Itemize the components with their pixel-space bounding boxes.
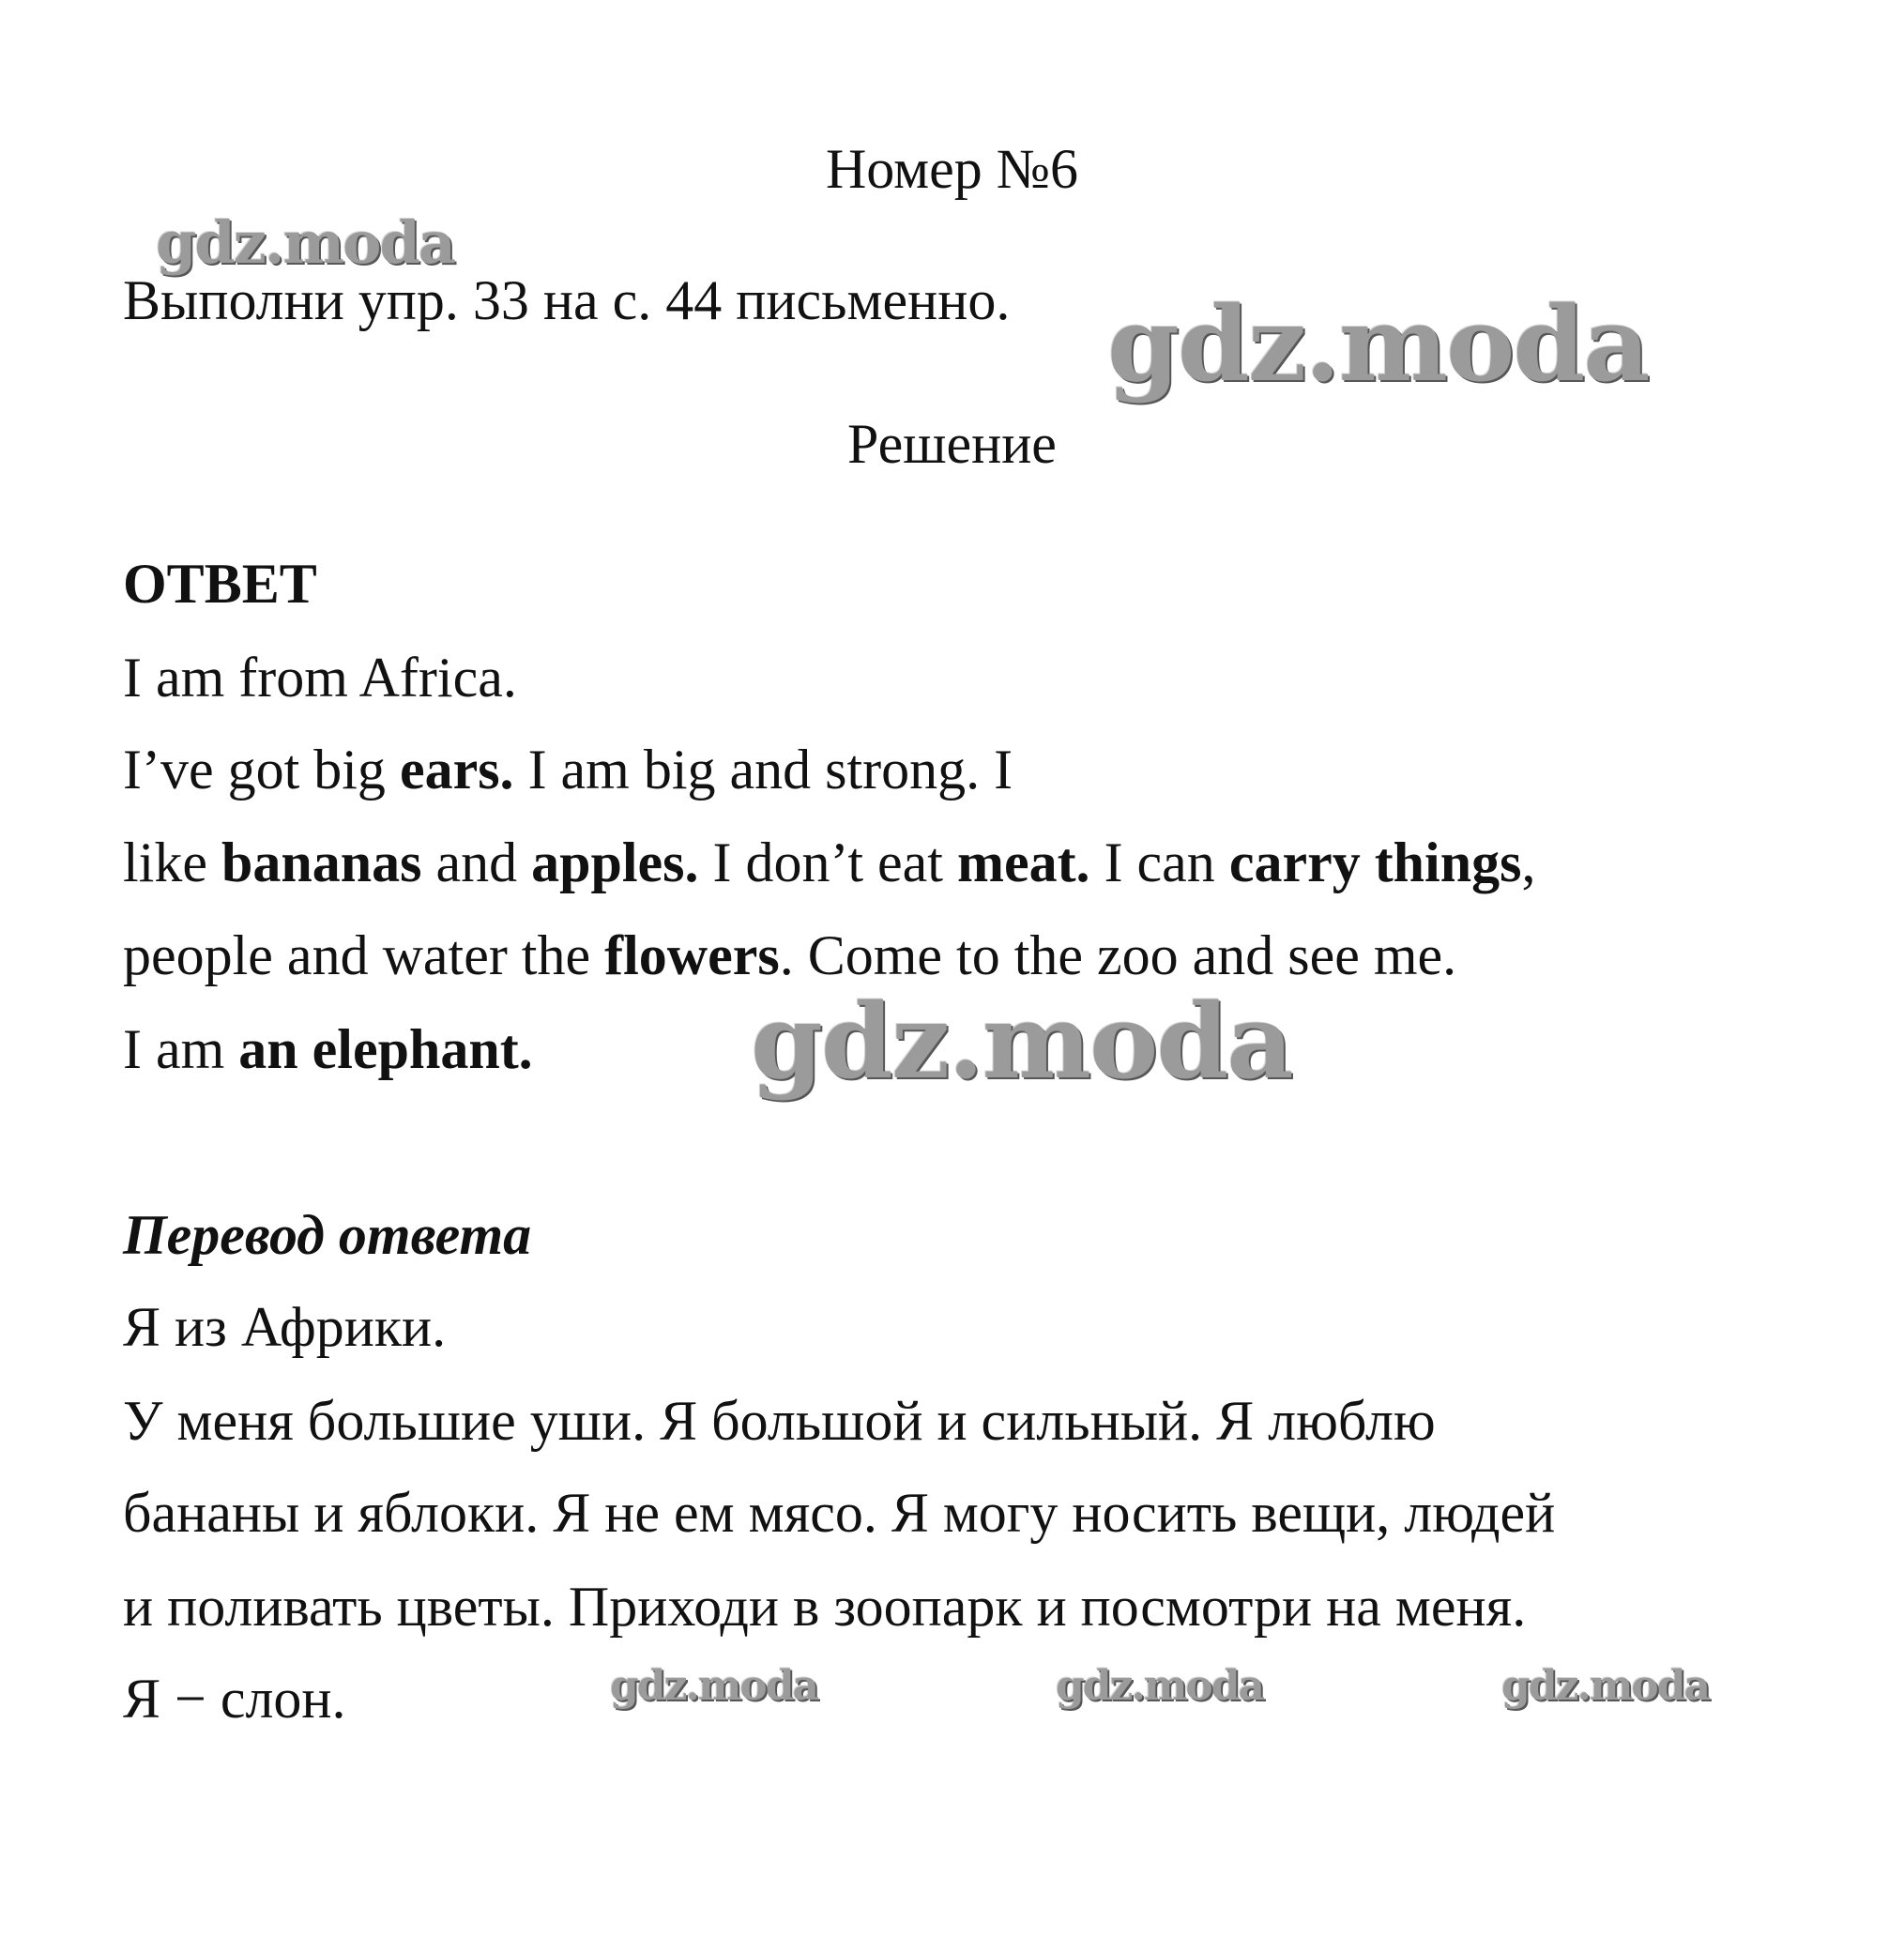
answer-line-3: like bananas and apples. I don’t eat meat. I can carry things, <box>123 831 1536 893</box>
solution-label: Решение <box>847 413 1057 475</box>
watermark: gdz.moda <box>610 1662 818 1710</box>
translation-heading: Перевод ответа <box>123 1204 532 1266</box>
translation-line-5: Я − слон. <box>123 1668 346 1730</box>
answer-line-2: I’ve got big ears. I am big and strong. I <box>123 739 1013 801</box>
watermark: gdz.moda <box>1501 1662 1710 1710</box>
watermark: gdz.moda <box>1107 283 1649 404</box>
translation-line-3: бананы и яблоки. Я не ем мясо. Я могу носить вещи, людей <box>123 1482 1556 1544</box>
translation-line-2: У меня большие уши. Я большой и сильный. Я люблю <box>123 1390 1436 1452</box>
watermark: gdz.moda <box>751 981 1292 1102</box>
answer-line-4: people and water the flowers. Come to the zoo and see me. <box>123 924 1457 986</box>
answer-line-5: I am an elephant. <box>123 1018 533 1080</box>
answer-line-1: I am from Africa. <box>123 647 517 709</box>
watermark: gdz.moda <box>1056 1662 1264 1710</box>
translation-line-1: Я из Африки. <box>123 1296 447 1358</box>
page-title: Номер №6 <box>825 138 1079 200</box>
translation-line-4: и поливать цветы. Приходи в зоопарк и посмотри на меня. <box>123 1576 1527 1638</box>
answer-heading: ОТВЕТ <box>123 553 317 615</box>
task-text: Выполни упр. 33 на с. 44 письменно. <box>123 269 1011 331</box>
watermark: gdz.moda <box>156 208 454 277</box>
